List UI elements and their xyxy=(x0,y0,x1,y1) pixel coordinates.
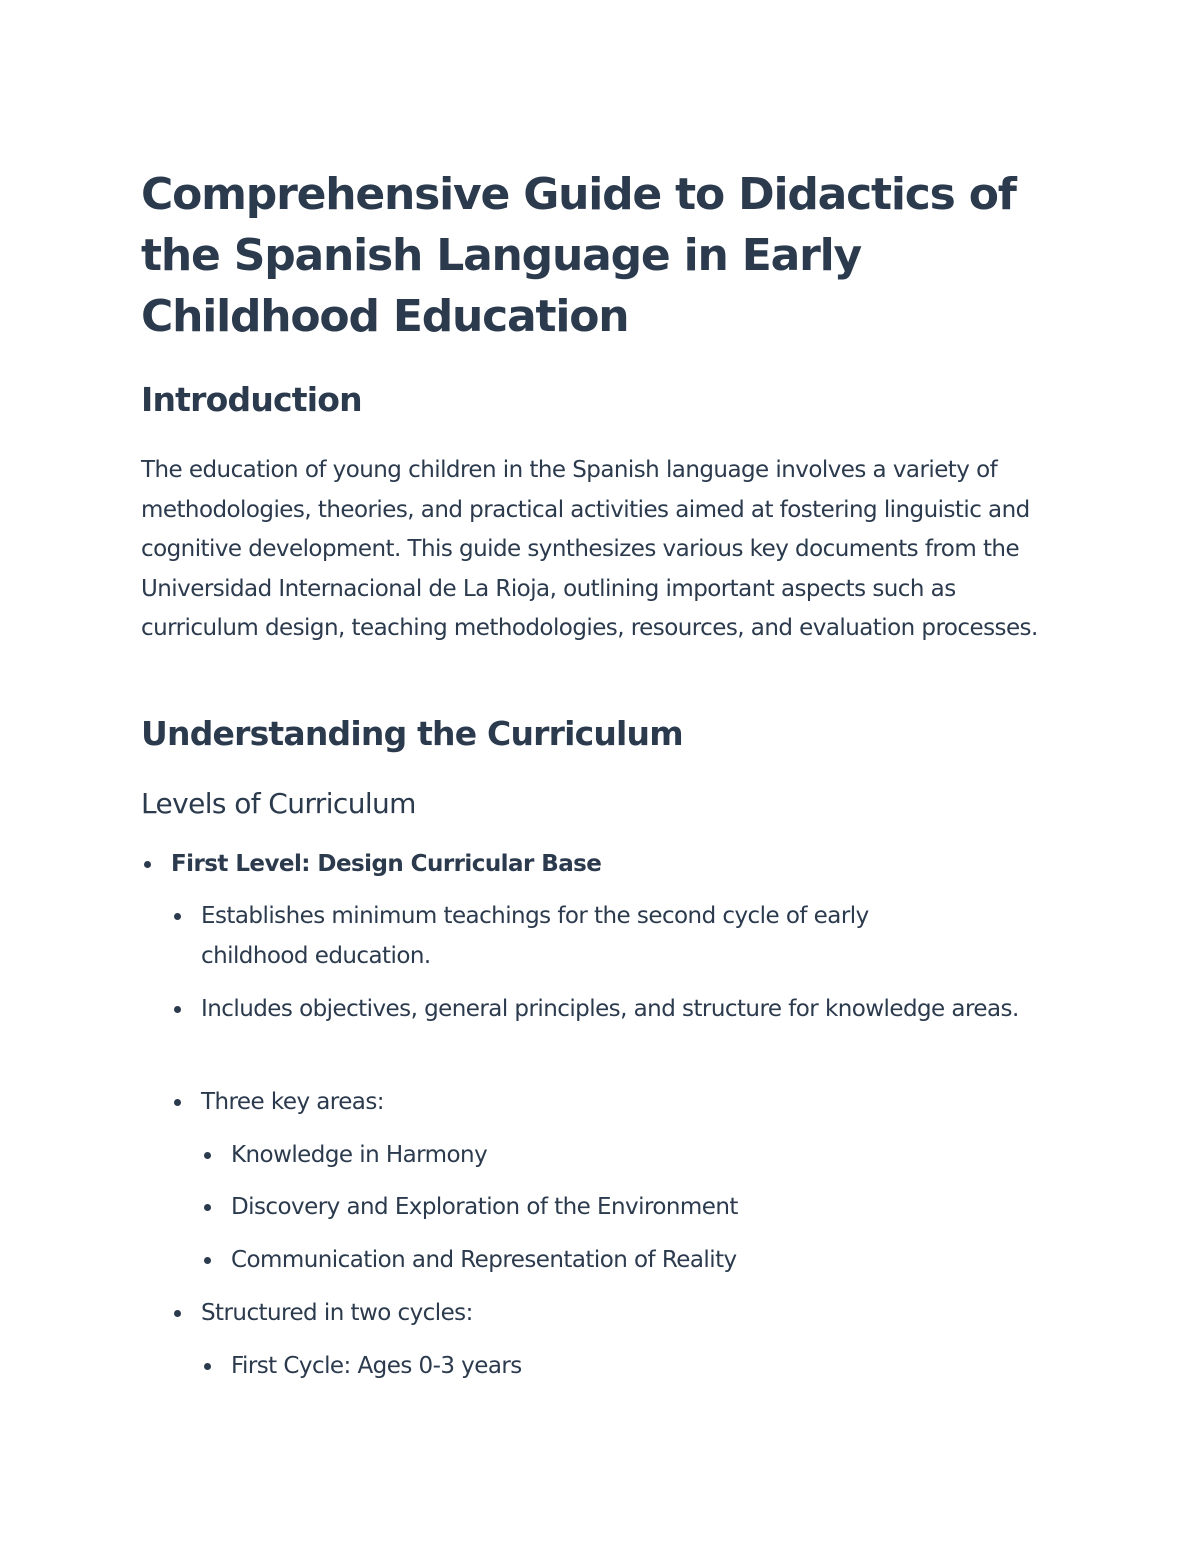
list-item xyxy=(171,1082,1031,1122)
bullet-icon xyxy=(204,1152,211,1159)
bullet-icon xyxy=(174,913,181,920)
list-item-label: Discovery and Exploration of the Environment xyxy=(231,1194,738,1220)
list-item xyxy=(171,896,1031,976)
bullet-icon xyxy=(174,1099,181,1106)
bullet-icon xyxy=(204,1257,211,1264)
list-item-label: Includes objectives, general principles, and structure for knowledge areas. xyxy=(201,996,1019,1022)
list-item-first-level xyxy=(141,844,1041,884)
list-item-label: First Cycle: Ages 0-3 years xyxy=(231,1353,522,1379)
list-item xyxy=(171,1293,1031,1333)
bullet-icon xyxy=(204,1363,211,1370)
document-title: Comprehensive Guide to Didactics of the Spanish Language in Early Childhood Education xyxy=(141,169,1016,342)
bullet-icon xyxy=(144,861,151,868)
list-item-key-area xyxy=(201,1187,1021,1227)
bullet-icon xyxy=(174,1310,181,1317)
list-item-label: Communication and Representation of Reality xyxy=(231,1247,737,1273)
list-item-cycle xyxy=(201,1346,1021,1386)
list-item-key-area xyxy=(201,1240,1021,1280)
subheading-levels-of-curriculum: Levels of Curriculum xyxy=(141,787,416,820)
introduction-paragraph: The education of young children in the Spanish language involves a variety of methodologies, theories, and practical activities aimed at fostering linguistic and cognitive development. This guide synthesizes various key documents from the Universidad Internacional de La Rioja, outlining important aspects such as curriculum design, teaching methodologies, resources, and evaluation processes. xyxy=(141,457,1038,641)
list-item-label: Establishes minimum teachings for the second cycle of early childhood education. xyxy=(201,903,869,969)
list-item-label: Three key areas: xyxy=(201,1089,384,1115)
list-item xyxy=(171,989,1031,1029)
section-heading-introduction: Introduction xyxy=(141,380,362,419)
bullet-icon xyxy=(204,1204,211,1211)
section-heading-curriculum: Understanding the Curriculum xyxy=(141,714,683,753)
list-item-label: Structured in two cycles: xyxy=(201,1300,473,1326)
list-item-key-area xyxy=(201,1135,1021,1175)
bullet-icon xyxy=(174,1006,181,1013)
list-item-label: Knowledge in Harmony xyxy=(231,1142,488,1168)
list-item-label: First Level: Design Curricular Base xyxy=(171,851,602,877)
